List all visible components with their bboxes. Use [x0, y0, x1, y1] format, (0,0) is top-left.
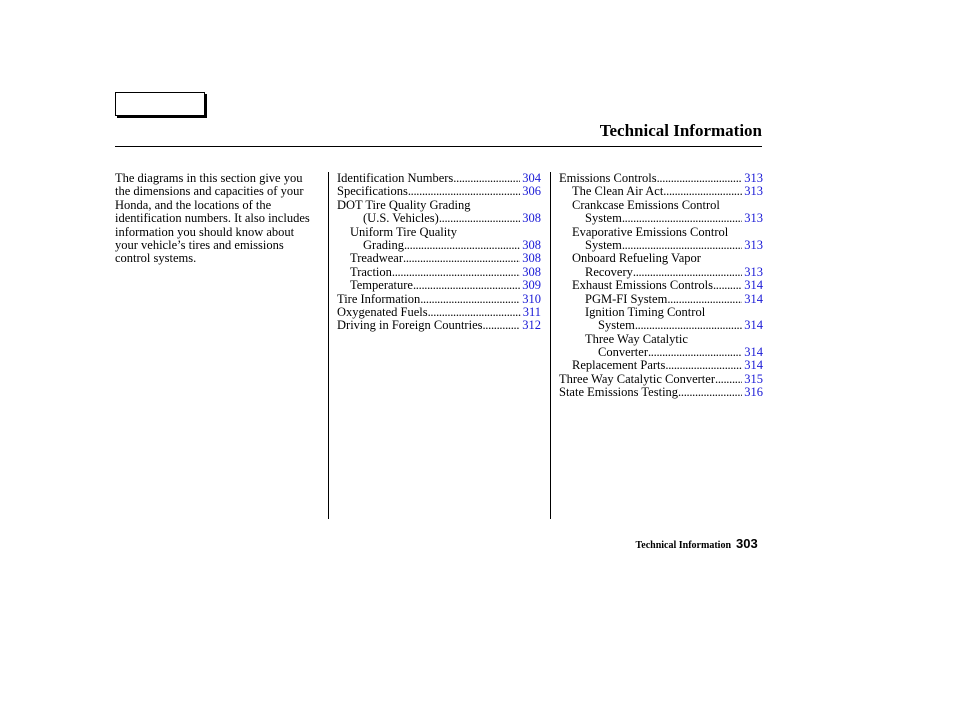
- toc-entry[interactable]: [337, 319, 541, 332]
- toc-entry-heading: [559, 252, 763, 265]
- footer-section-label: Technical Information: [635, 540, 731, 551]
- toc-entry-title: Exhaust Emissions Controls: [572, 278, 713, 293]
- toc-entry-title: Three Way Catalytic: [585, 331, 688, 346]
- toc-entry-title: Recovery: [585, 264, 633, 279]
- toc-entry-title: System: [598, 318, 635, 333]
- toc-entry-title: Evaporative Emissions Control: [572, 224, 729, 239]
- toc-page-link[interactable]: 310: [522, 291, 541, 306]
- toc-entry-heading: [337, 199, 541, 212]
- toc-entry[interactable]: [559, 346, 763, 359]
- toc-entry-title: Uniform Tire Quality: [350, 224, 457, 239]
- toc-entry-title: State Emissions Testing: [559, 385, 679, 400]
- toc-entry[interactable]: [559, 212, 763, 225]
- toc-entry-heading: [337, 226, 541, 239]
- intro-paragraph: The diagrams in this section give you the dimensions and capacities of your Honda, and the locations of the identification numbers. It also includes information you should know about your vehicle’s tires and emissions control systems.: [115, 171, 310, 266]
- toc-entry[interactable]: [559, 266, 763, 279]
- toc-entry-title: Temperature: [350, 278, 413, 293]
- toc-entry[interactable]: [337, 252, 541, 265]
- toc-entry[interactable]: [559, 373, 763, 386]
- leader-dots: [413, 279, 520, 292]
- toc-entry-title: Oxygenated Fuels: [337, 304, 428, 319]
- leader-dots: [392, 266, 520, 279]
- title-rule: [115, 146, 762, 147]
- leader-dots: [663, 185, 742, 198]
- toc-page-link[interactable]: 313: [744, 237, 763, 252]
- toc-page-link[interactable]: 316: [744, 385, 763, 400]
- toc-page-link[interactable]: 308: [522, 251, 541, 266]
- toc-entry[interactable]: [337, 306, 541, 319]
- leader-dots: [408, 185, 520, 198]
- page-title: Technical Information: [599, 121, 762, 140]
- toc-entry[interactable]: [559, 279, 763, 292]
- toc-entry[interactable]: [559, 386, 763, 399]
- toc-entry-title: Treadwear: [350, 251, 403, 266]
- leader-dots: [713, 279, 742, 292]
- leader-dots: [622, 212, 742, 225]
- toc-entry-title: Replacement Parts: [572, 358, 666, 373]
- page-number: 303: [736, 536, 758, 551]
- toc-entry[interactable]: [337, 239, 541, 252]
- toc-page-link[interactable]: 314: [744, 278, 763, 293]
- toc-entry[interactable]: [559, 239, 763, 252]
- toc-entry[interactable]: [337, 185, 541, 198]
- toc-entry-title: DOT Tire Quality Grading: [337, 197, 471, 212]
- leader-dots: [667, 293, 742, 306]
- toc-list-middle: [337, 172, 541, 333]
- toc-page-link[interactable]: 313: [744, 211, 763, 226]
- toc-entry-title: Identification Numbers: [337, 171, 454, 185]
- toc-page-link[interactable]: 315: [744, 371, 763, 386]
- toc-page-link[interactable]: 308: [522, 211, 541, 226]
- toc-entry[interactable]: [337, 266, 541, 279]
- toc-entry-title: Emissions Controls: [559, 171, 657, 185]
- leader-dots: [648, 346, 742, 359]
- leader-dots: [439, 212, 520, 225]
- toc-entry-title: Onboard Refueling Vapor: [572, 251, 701, 266]
- toc-page-link[interactable]: 308: [522, 264, 541, 279]
- toc-list-right: [559, 172, 763, 400]
- leader-dots: [678, 386, 742, 399]
- leader-dots: [404, 239, 520, 252]
- toc-page-link[interactable]: 314: [744, 291, 763, 306]
- toc-entry-title: Driving in Foreign Countries: [337, 318, 483, 333]
- toc-page-link[interactable]: 313: [744, 264, 763, 279]
- toc-entry[interactable]: [337, 172, 541, 185]
- toc-entry-title: PGM-FI System: [585, 291, 668, 306]
- toc-entry-title: System: [585, 211, 622, 226]
- toc-entry-heading: [559, 226, 763, 239]
- toc-entry-title: Tire Information: [337, 291, 421, 306]
- leader-dots: [482, 319, 520, 332]
- toc-entry-title: Crankcase Emissions Control: [572, 197, 720, 212]
- leader-dots: [635, 319, 742, 332]
- toc-entry-title: Three Way Catalytic Converter: [559, 371, 715, 386]
- leader-dots: [622, 239, 742, 252]
- toc-entry-title: Ignition Timing Control: [585, 304, 706, 319]
- toc-entry-heading: [559, 333, 763, 346]
- toc-entry-title: The Clean Air Act: [572, 184, 664, 199]
- toc-entry-heading: [559, 306, 763, 319]
- toc-page-link[interactable]: 314: [744, 345, 763, 360]
- main-menu-box[interactable]: [115, 92, 205, 116]
- toc-entry[interactable]: [559, 293, 763, 306]
- toc-entry[interactable]: [559, 172, 763, 185]
- toc-entry[interactable]: [559, 185, 763, 198]
- leader-dots: [665, 359, 742, 372]
- toc-entry-title: (U.S. Vehicles): [363, 211, 439, 226]
- toc-entry-title: System: [585, 237, 622, 252]
- leader-dots: [428, 306, 521, 319]
- toc-entry-title: Traction: [350, 264, 392, 279]
- toc-entry-heading: [559, 199, 763, 212]
- column-divider-right: [550, 172, 551, 519]
- toc-page-link[interactable]: 311: [522, 304, 541, 319]
- toc-page-link[interactable]: 314: [744, 318, 763, 333]
- toc-entry[interactable]: [559, 319, 763, 332]
- leader-dots: [657, 172, 743, 185]
- toc-entry-title: Converter: [598, 345, 648, 360]
- leader-dots: [633, 266, 742, 279]
- toc-page-link[interactable]: 313: [744, 184, 763, 199]
- toc-page-link[interactable]: 304: [522, 171, 541, 185]
- toc-page-link[interactable]: 313: [744, 171, 763, 185]
- toc-page-link[interactable]: 314: [744, 358, 763, 373]
- column-divider-left: [328, 172, 329, 519]
- toc-page-link[interactable]: 308: [522, 237, 541, 252]
- toc-entry-title: Specifications: [337, 184, 408, 199]
- leader-dots: [403, 252, 520, 265]
- toc-entry[interactable]: [337, 279, 541, 292]
- toc-page-link[interactable]: 306: [522, 184, 541, 199]
- leader-dots: [420, 293, 520, 306]
- toc-entry[interactable]: [559, 359, 763, 372]
- toc-entry[interactable]: [337, 293, 541, 306]
- toc-page-link[interactable]: 309: [522, 278, 541, 293]
- toc-entry[interactable]: [337, 212, 541, 225]
- toc-entry-title: Grading: [363, 237, 404, 252]
- leader-dots: [453, 172, 520, 185]
- toc-page-link[interactable]: 312: [522, 318, 541, 333]
- leader-dots: [715, 373, 742, 386]
